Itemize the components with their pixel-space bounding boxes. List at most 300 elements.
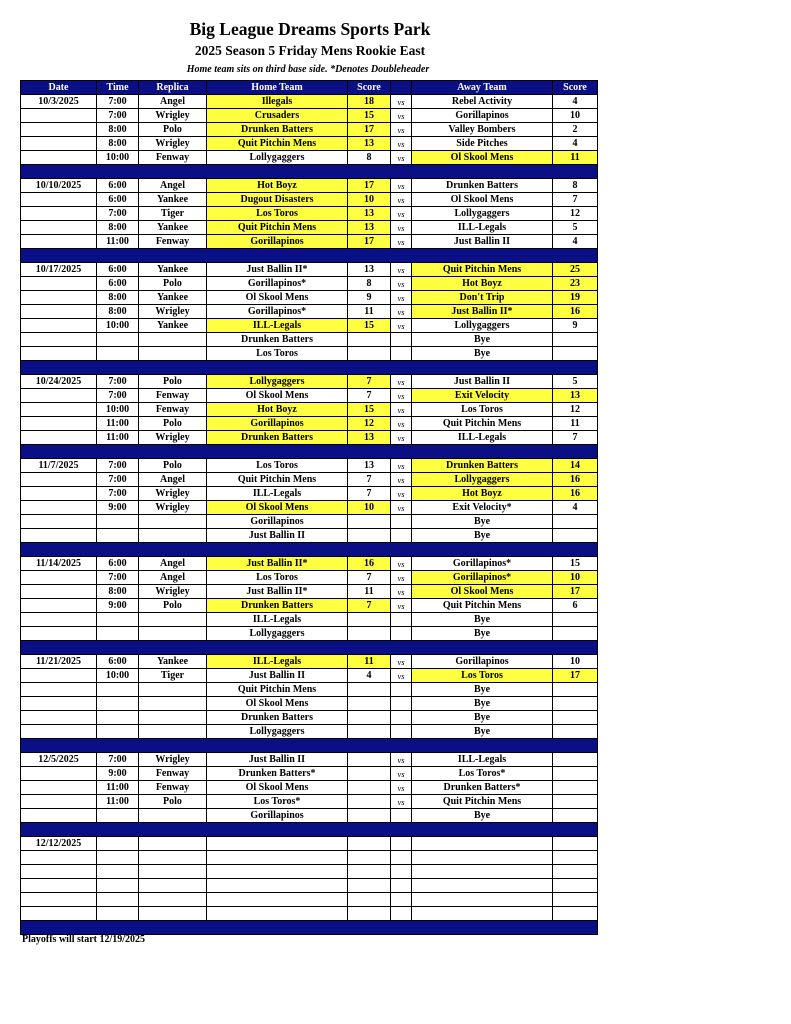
vs-cell: vs [391,123,412,137]
replica-cell: Polo [139,123,207,137]
away-score-cell: 23 [553,277,598,291]
time-cell: 6:00 [97,193,139,207]
away-team-cell: Side Pitches [412,137,553,151]
date-cell: 12/12/2025 [21,837,97,851]
away-team-cell [412,879,553,893]
replica-cell: Wrigley [139,487,207,501]
away-team-cell [412,865,553,879]
home-score-cell [348,767,391,781]
home-team-cell: Los Toros [207,347,348,361]
away-team-cell: Ol Skool Mens [412,151,553,165]
time-cell: 7:00 [97,95,139,109]
week-separator [21,445,598,459]
home-score-cell: 15 [348,403,391,417]
time-cell [97,529,139,543]
time-cell [97,333,139,347]
home-team-cell: Quit Pitchin Mens [207,137,348,151]
away-score-cell [553,697,598,711]
replica-cell: Polo [139,795,207,809]
home-team-cell: Quit Pitchin Mens [207,221,348,235]
vs-cell: vs [391,319,412,333]
col-header-home-team: Home Team [207,81,348,95]
away-team-cell: Bye [412,333,553,347]
away-team-cell: Drunken Batters [412,459,553,473]
home-team-cell [207,851,348,865]
away-team-cell: Lollygaggers [412,207,553,221]
time-cell: 8:00 [97,305,139,319]
vs-cell: vs [391,431,412,445]
table-row [21,305,598,319]
table-row [21,557,598,571]
home-score-cell: 7 [348,473,391,487]
week-separator [21,165,598,179]
replica-cell: Wrigley [139,137,207,151]
table-row [21,179,598,193]
away-team-cell: Exit Velocity [412,389,553,403]
vs-cell [391,697,412,711]
date-cell [21,711,97,725]
table-row [21,109,598,123]
home-team-cell: Gorillapinos [207,809,348,823]
home-score-cell [348,529,391,543]
home-score-cell: 13 [348,459,391,473]
home-score-cell: 9 [348,291,391,305]
away-team-cell: Gorillapinos [412,109,553,123]
table-row [21,809,598,823]
table-row [21,207,598,221]
time-cell: 11:00 [97,235,139,249]
replica-cell: Wrigley [139,431,207,445]
vs-cell: vs [391,151,412,165]
home-score-cell: 7 [348,487,391,501]
home-team-cell: Lollygaggers [207,375,348,389]
date-cell: 10/3/2025 [21,95,97,109]
home-score-cell: 10 [348,501,391,515]
replica-cell: Yankee [139,193,207,207]
schedule-body [21,95,598,935]
home-score-cell: 4 [348,669,391,683]
away-team-cell: Bye [412,347,553,361]
vs-cell: vs [391,753,412,767]
date-cell [21,123,97,137]
away-team-cell [412,893,553,907]
replica-cell [139,515,207,529]
time-cell: 6:00 [97,655,139,669]
replica-cell [139,837,207,851]
vs-cell [391,809,412,823]
table-row [21,865,598,879]
home-score-cell: 13 [348,263,391,277]
replica-cell [139,851,207,865]
vs-cell [391,893,412,907]
home-score-cell: 12 [348,417,391,431]
away-team-cell: Bye [412,809,553,823]
vs-cell: vs [391,669,412,683]
away-team-cell [412,851,553,865]
date-cell: 10/24/2025 [21,375,97,389]
vs-cell: vs [391,459,412,473]
table-row [21,669,598,683]
replica-cell: Polo [139,417,207,431]
vs-cell: vs [391,781,412,795]
replica-cell [139,865,207,879]
away-team-cell: Valley Bombers [412,123,553,137]
time-cell: 9:00 [97,767,139,781]
replica-cell: Fenway [139,235,207,249]
away-team-cell: Quit Pitchin Mens [412,417,553,431]
away-score-cell [553,613,598,627]
replica-cell [139,347,207,361]
replica-cell: Fenway [139,389,207,403]
away-score-cell: 25 [553,263,598,277]
home-team-cell [207,907,348,921]
col-header-replica: Replica [139,81,207,95]
table-row [21,697,598,711]
home-score-cell [348,893,391,907]
vs-cell: vs [391,137,412,151]
table-row [21,711,598,725]
home-team-cell: Ol Skool Mens [207,781,348,795]
away-team-cell: ILL-Legals [412,753,553,767]
vs-cell: vs [391,305,412,319]
home-team-cell: Los Toros* [207,795,348,809]
away-score-cell: 17 [553,669,598,683]
away-team-cell: Lollygaggers [412,319,553,333]
time-cell: 7:00 [97,109,139,123]
vs-cell [391,515,412,529]
away-team-cell: Just Ballin II [412,235,553,249]
home-score-cell [348,907,391,921]
vs-cell: vs [391,487,412,501]
replica-cell [139,627,207,641]
away-score-cell: 16 [553,487,598,501]
time-cell: 6:00 [97,263,139,277]
home-score-cell [348,781,391,795]
table-row [21,347,598,361]
playoffs-note: Playoffs will start 12/19/2025 [22,934,146,945]
replica-cell: Wrigley [139,753,207,767]
away-team-cell: Bye [412,613,553,627]
home-team-cell: Drunken Batters [207,333,348,347]
time-cell: 7:00 [97,753,139,767]
away-team-cell: Quit Pitchin Mens [412,795,553,809]
vs-cell: vs [391,179,412,193]
home-team-cell: Quit Pitchin Mens [207,473,348,487]
away-team-cell: Ol Skool Mens [412,585,553,599]
table-row [21,795,598,809]
col-header-time: Time [97,81,139,95]
replica-cell [139,879,207,893]
vs-cell: vs [391,389,412,403]
table-row [21,501,598,515]
time-cell: 8:00 [97,291,139,305]
replica-cell: Fenway [139,781,207,795]
home-score-cell: 13 [348,431,391,445]
time-cell [97,879,139,893]
replica-cell: Angel [139,95,207,109]
week-separator-bar [21,361,598,375]
vs-cell: vs [391,193,412,207]
vs-cell [391,851,412,865]
replica-cell [139,683,207,697]
date-cell [21,347,97,361]
replica-cell: Fenway [139,151,207,165]
away-score-cell [553,725,598,739]
away-team-cell: Bye [412,683,553,697]
away-team-cell: Bye [412,515,553,529]
home-team-cell [207,837,348,851]
away-score-cell: 7 [553,193,598,207]
time-cell: 7:00 [97,487,139,501]
table-row [21,193,598,207]
time-cell: 10:00 [97,151,139,165]
home-score-cell: 8 [348,277,391,291]
week-separator [21,361,598,375]
replica-cell: Wrigley [139,585,207,599]
table-row [21,753,598,767]
replica-cell [139,697,207,711]
table-row [21,473,598,487]
away-team-cell: ILL-Legals [412,221,553,235]
vs-cell: vs [391,207,412,221]
table-row [21,263,598,277]
away-score-cell [553,907,598,921]
col-header-home-score: Score [348,81,391,95]
page-title: Big League Dreams Sports Park [189,19,431,39]
date-cell [21,599,97,613]
home-team-cell: ILL-Legals [207,319,348,333]
home-team-cell: Drunken Batters [207,123,348,137]
vs-cell [391,347,412,361]
table-row [21,123,598,137]
home-team-cell [207,865,348,879]
away-score-cell: 4 [553,501,598,515]
away-score-cell [553,333,598,347]
vs-cell: vs [391,473,412,487]
home-score-cell: 11 [348,305,391,319]
home-team-cell: Lollygaggers [207,725,348,739]
home-score-cell [348,627,391,641]
time-cell: 10:00 [97,403,139,417]
away-score-cell [553,865,598,879]
date-cell [21,669,97,683]
home-team-cell: Drunken Batters [207,599,348,613]
date-cell [21,193,97,207]
replica-cell: Yankee [139,263,207,277]
date-cell [21,571,97,585]
date-cell [21,151,97,165]
vs-cell [391,865,412,879]
replica-cell: Tiger [139,207,207,221]
date-cell [21,851,97,865]
table-row [21,585,598,599]
away-score-cell: 4 [553,137,598,151]
away-team-cell: Exit Velocity* [412,501,553,515]
table-row [21,291,598,305]
home-score-cell: 15 [348,319,391,333]
week-separator [21,543,598,557]
away-score-cell [553,347,598,361]
time-cell [97,893,139,907]
table-row [21,319,598,333]
table-row [21,851,598,865]
date-cell [21,221,97,235]
week-separator-bar [21,249,598,263]
table-row [21,375,598,389]
home-team-cell: Los Toros [207,207,348,221]
week-separator-bar [21,165,598,179]
home-team-cell [207,879,348,893]
vs-cell [391,711,412,725]
vs-cell: vs [391,403,412,417]
away-score-cell: 10 [553,655,598,669]
vs-cell: vs [391,655,412,669]
replica-cell: Angel [139,179,207,193]
replica-cell: Fenway [139,403,207,417]
date-cell [21,305,97,319]
away-team-cell: Bye [412,529,553,543]
away-team-cell: Hot Boyz [412,487,553,501]
vs-cell: vs [391,795,412,809]
time-cell: 11:00 [97,781,139,795]
away-team-cell: Rebel Activity [412,95,553,109]
table-row [21,431,598,445]
vs-cell: vs [391,599,412,613]
replica-cell: Tiger [139,669,207,683]
col-header-away-team: Away Team [412,81,553,95]
time-cell: 7:00 [97,571,139,585]
home-team-cell: Drunken Batters [207,431,348,445]
away-team-cell: ILL-Legals [412,431,553,445]
table-row [21,683,598,697]
table-header-row [21,81,598,95]
table-row [21,515,598,529]
away-team-cell: Los Toros [412,669,553,683]
away-score-cell [553,627,598,641]
replica-cell [139,529,207,543]
home-score-cell: 7 [348,389,391,403]
vs-cell: vs [391,375,412,389]
away-score-cell [553,529,598,543]
away-score-cell [553,711,598,725]
date-cell [21,529,97,543]
replica-cell [139,711,207,725]
home-score-cell: 15 [348,109,391,123]
date-cell [21,207,97,221]
table-row [21,417,598,431]
replica-cell: Yankee [139,655,207,669]
home-score-cell [348,795,391,809]
table-row [21,235,598,249]
vs-cell: vs [391,767,412,781]
table-row [21,571,598,585]
table-row [21,333,598,347]
home-team-cell: Hot Boyz [207,179,348,193]
vs-cell: vs [391,585,412,599]
date-cell [21,627,97,641]
home-team-cell: Crusaders [207,109,348,123]
time-cell: 8:00 [97,123,139,137]
home-score-cell [348,865,391,879]
week-separator-bar [21,543,598,557]
away-score-cell [553,809,598,823]
replica-cell [139,333,207,347]
home-team-cell: Just Ballin II* [207,557,348,571]
time-cell: 6:00 [97,179,139,193]
time-cell: 7:00 [97,389,139,403]
table-row [21,893,598,907]
home-team-cell: Ol Skool Mens [207,501,348,515]
replica-cell [139,893,207,907]
time-cell [97,809,139,823]
home-score-cell: 11 [348,655,391,669]
date-cell [21,893,97,907]
home-score-cell [348,809,391,823]
table-row [21,459,598,473]
vs-cell: vs [391,263,412,277]
away-score-cell [553,893,598,907]
home-score-cell: 13 [348,137,391,151]
time-cell [97,725,139,739]
away-score-cell: 8 [553,179,598,193]
away-team-cell: Los Toros [412,403,553,417]
time-cell: 7:00 [97,375,139,389]
week-separator-bar [21,445,598,459]
time-cell: 11:00 [97,431,139,445]
time-cell: 7:00 [97,207,139,221]
date-cell [21,333,97,347]
time-cell: 6:00 [97,557,139,571]
replica-cell: Wrigley [139,109,207,123]
home-team-cell: Hot Boyz [207,403,348,417]
vs-cell [391,837,412,851]
away-score-cell: 5 [553,375,598,389]
home-team-cell: Gorillapinos* [207,277,348,291]
away-score-cell: 12 [553,403,598,417]
time-cell [97,907,139,921]
home-score-cell [348,711,391,725]
date-cell: 11/14/2025 [21,557,97,571]
vs-cell: vs [391,235,412,249]
table-row [21,725,598,739]
replica-cell: Polo [139,599,207,613]
week-separator-bar [21,641,598,655]
home-score-cell [348,333,391,347]
page-subtitle: 2025 Season 5 Friday Mens Rookie East [194,43,426,58]
date-cell [21,319,97,333]
schedule-table [20,80,598,935]
away-team-cell: Bye [412,697,553,711]
date-cell [21,473,97,487]
time-cell [97,683,139,697]
home-score-cell [348,347,391,361]
date-cell [21,697,97,711]
away-score-cell: 5 [553,221,598,235]
away-team-cell: Just Ballin II* [412,305,553,319]
vs-cell: vs [391,277,412,291]
home-team-cell: Lollygaggers [207,627,348,641]
away-score-cell [553,879,598,893]
away-team-cell: Bye [412,627,553,641]
table-row [21,95,598,109]
date-cell [21,109,97,123]
home-score-cell: 17 [348,179,391,193]
replica-cell: Angel [139,571,207,585]
home-score-cell: 13 [348,221,391,235]
replica-cell: Polo [139,375,207,389]
away-score-cell: 19 [553,291,598,305]
vs-cell: vs [391,95,412,109]
